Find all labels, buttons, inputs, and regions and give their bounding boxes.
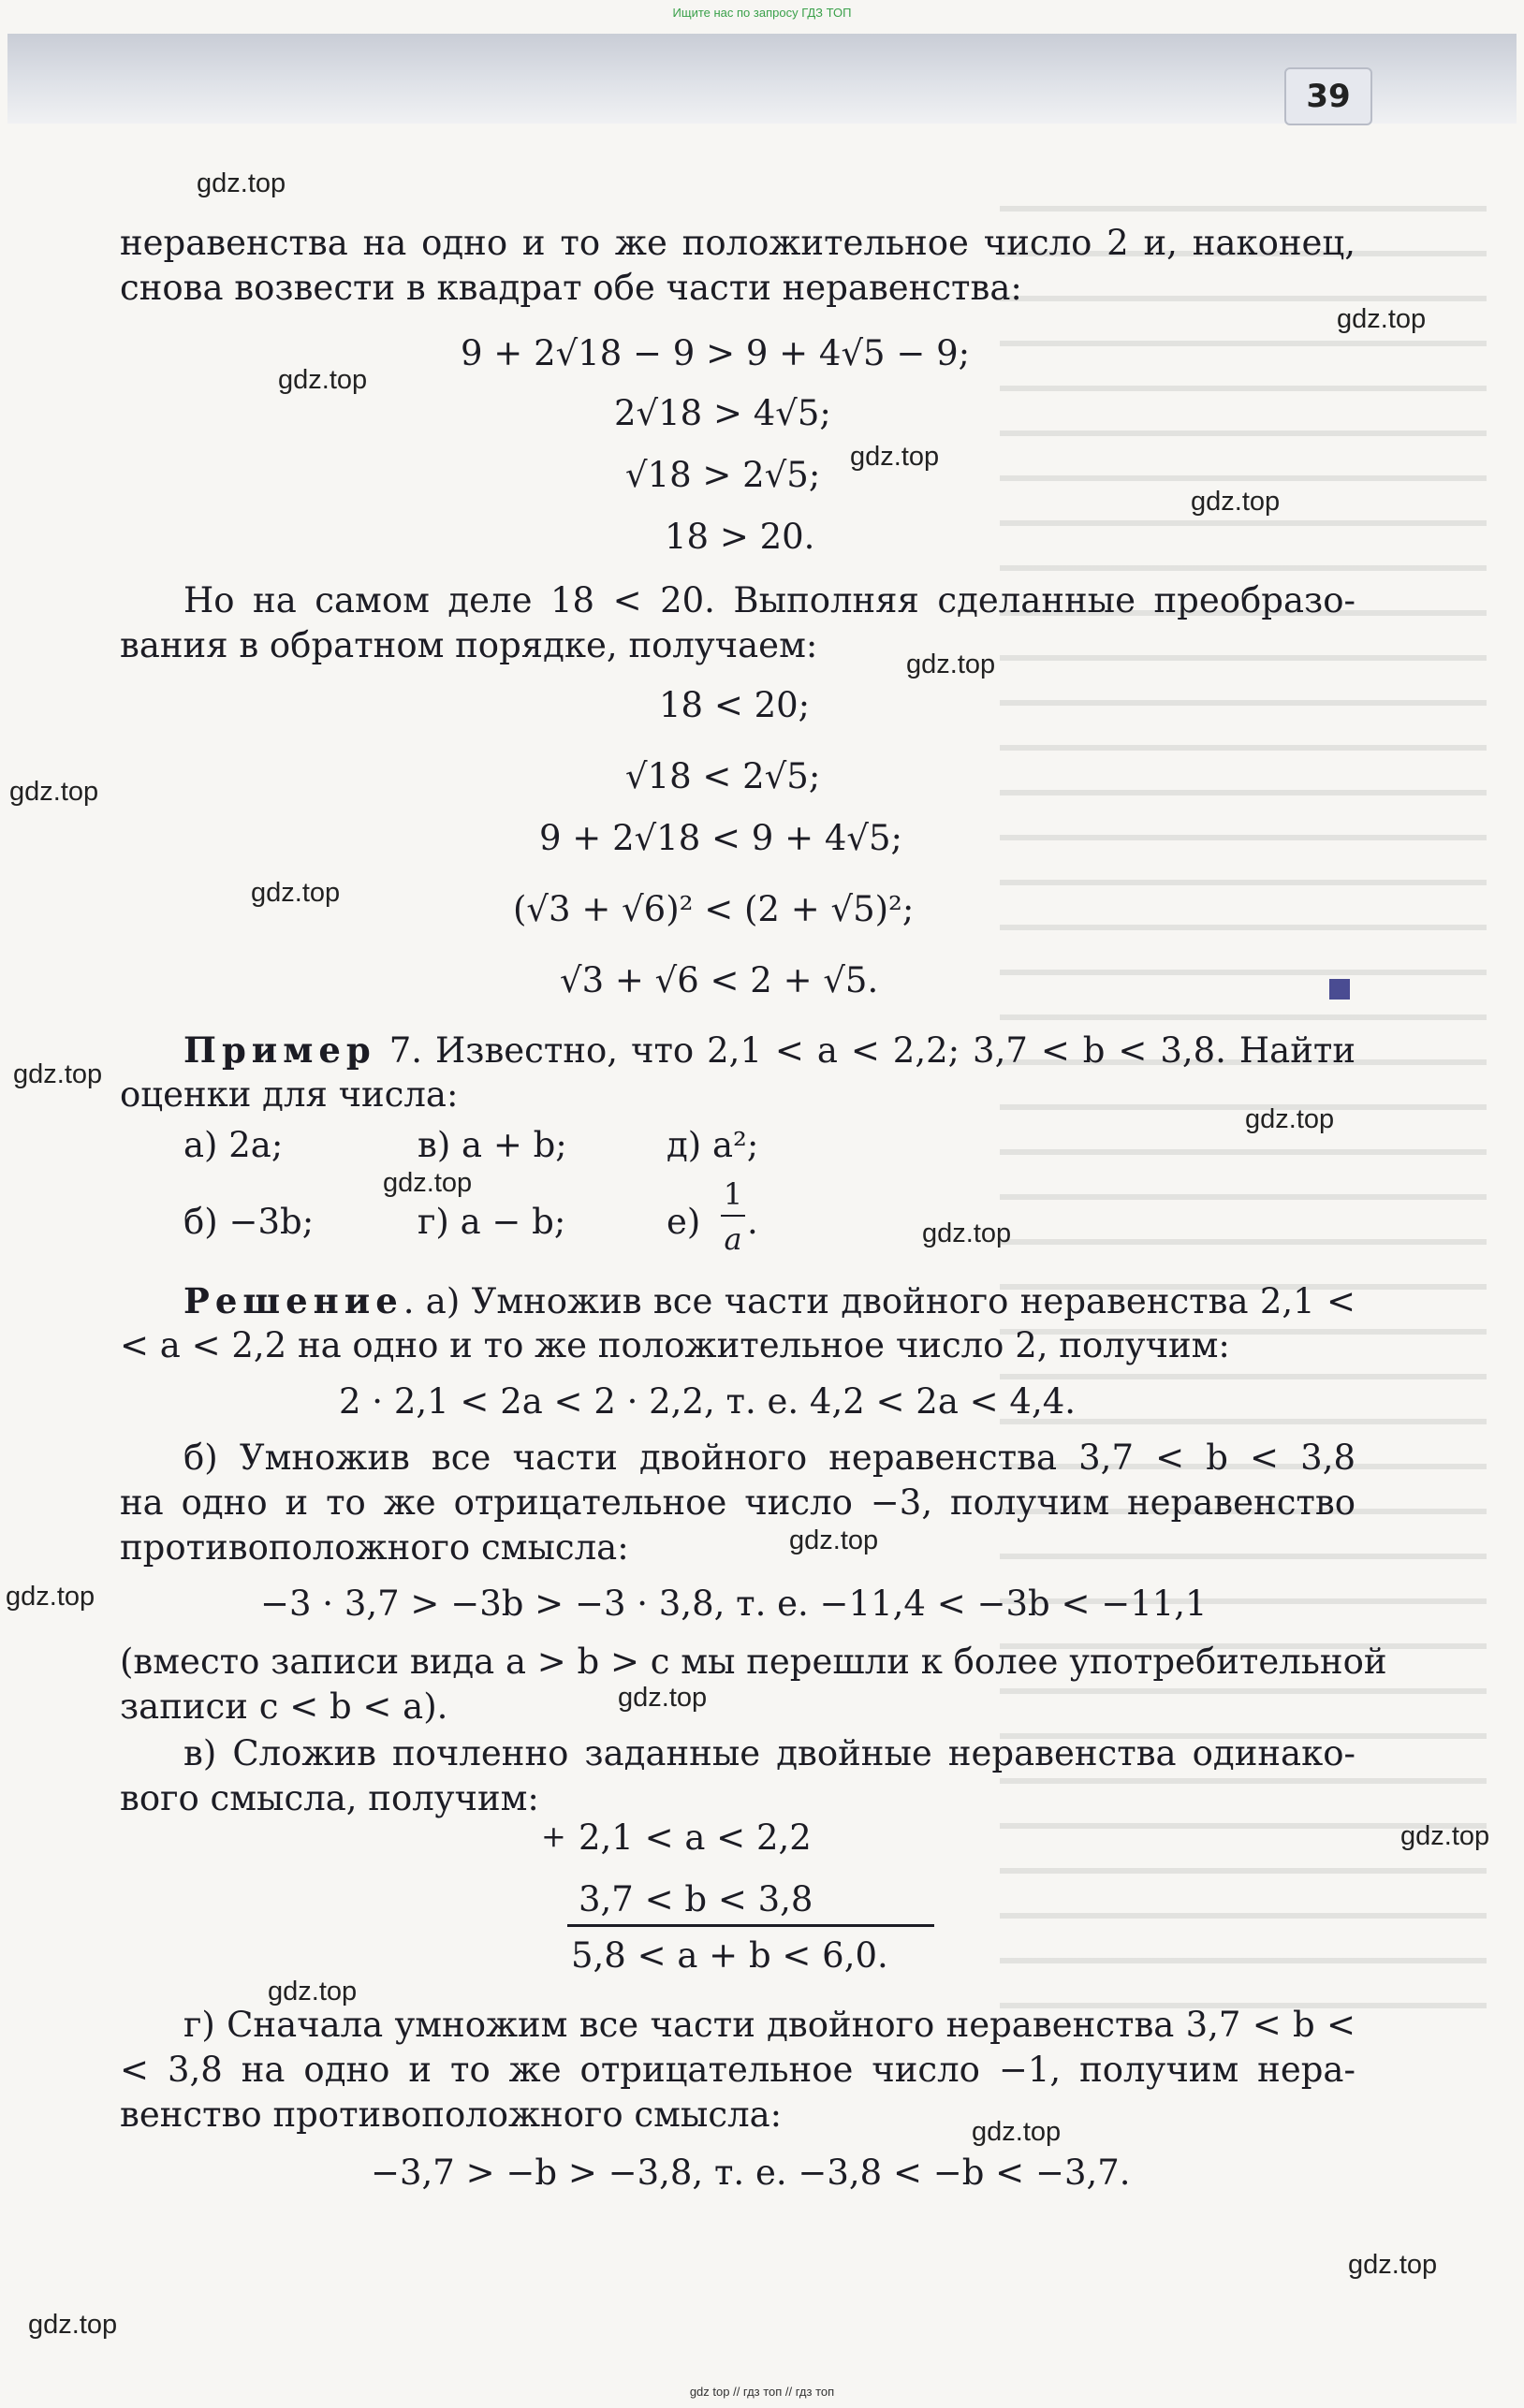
equation: 2 · 2,1 < 2a < 2 · 2,2, т. е. 4,2 < 2a < 4,4. (339, 1381, 1077, 1422)
watermark: gdz.top (268, 1977, 358, 2007)
option-g: г) a − b; (418, 1202, 566, 1242)
equation: −3,7 > −b > −3,8, т. е. −3,8 < −b < −3,7. (371, 2153, 1131, 2193)
watermark: gdz.top (1348, 2250, 1438, 2280)
equation: 9 + 2√18 − 9 > 9 + 4√5 − 9; (461, 333, 971, 373)
top-search-note: Ищите нас по запросу ГДЗ ТОП (672, 6, 852, 20)
text-line: Но на самом деле 18 < 20. Выполняя сделанные преобразо- (183, 580, 1355, 620)
equation: 18 > 20. (665, 517, 815, 557)
sum-row-1: 2,1 < a < 2,2 (579, 1817, 812, 1858)
equation: (√3 + √6)² < (2 + √5)²; (513, 889, 915, 929)
text-line: снова возвести в квадрат обе части неравенства: (120, 268, 1022, 308)
equation: 2√18 > 4√5; (614, 393, 831, 433)
watermark: gdz.top (278, 365, 368, 395)
page-number: 39 (1284, 67, 1372, 125)
text-line: вого смысла, получим: (120, 1778, 539, 1818)
watermark: gdz.top (850, 442, 940, 472)
watermark: gdz.top (383, 1168, 473, 1198)
option-e (667, 1200, 700, 1245)
watermark: gdz.top (251, 878, 341, 908)
text-line: б) Умножив все части двойного неравенства 3,7 < b < 3,8 (183, 1438, 1355, 1478)
watermark: gdz.top (1245, 1104, 1335, 1134)
watermark: gdz.top (972, 2117, 1062, 2147)
solution-heading (183, 1278, 1355, 1324)
plus-sign: + (541, 1818, 566, 1854)
text-line: в) Сложив почленно заданные двойные неравенства одинако- (183, 1733, 1355, 1773)
watermark: gdz.top (618, 1683, 708, 1713)
equation: √3 + √6 < 2 + √5. (560, 960, 879, 1000)
watermark: gdz.top (1400, 1821, 1490, 1851)
text-line: г) Сначала умножим все части двойного неравенства 3,7 < b < (183, 2005, 1355, 2045)
text-line: противоположного смысла: (120, 1527, 629, 1568)
text-line: оценки для числа: (120, 1074, 459, 1115)
equation: √18 > 2√5; (625, 455, 821, 495)
text-line: на одно и то же отрицательное число −3, получим неравенство (120, 1482, 1355, 1523)
option-a: а) 2a; (183, 1125, 284, 1165)
text-line: вания в обратном порядке, получаем: (120, 625, 818, 665)
text-line: < 3,8 на одно и то же отрицательное число −1, получим нера- (120, 2050, 1355, 2090)
bottom-note: gdz top // гдз топ // гдз топ (689, 2385, 835, 2399)
watermark: gdz.top (922, 1219, 1012, 1248)
end-of-example-marker (1329, 979, 1350, 1000)
text-line: венство противоположного смысла: (120, 2094, 783, 2135)
watermark: gdz.top (789, 1525, 879, 1555)
sum-rule (567, 1924, 934, 1927)
equation: −3 · 3,7 > −3b > −3 · 3,8, т. е. −11,4 < −3b < −11,1 (260, 1583, 1208, 1624)
example-heading (183, 1028, 1355, 1073)
equation: 9 + 2√18 < 9 + 4√5; (539, 818, 902, 858)
watermark: gdz.top (1191, 487, 1281, 517)
text-line: < a < 2,2 на одно и то же положительное число 2, получим: (120, 1325, 1230, 1365)
equation: 18 < 20; (659, 685, 811, 725)
text-line: записи c < b < a). (120, 1686, 448, 1727)
option-e-label: е) (667, 1202, 701, 1242)
sum-row-2: 3,7 < b < 3,8 (579, 1879, 813, 1919)
watermark: gdz.top (906, 649, 996, 679)
option-d: д) a²; (667, 1125, 759, 1165)
watermark: gdz.top (9, 777, 99, 807)
text-line: неравенства на одно и то же положительное число 2 и, наконец, (120, 223, 1355, 263)
solution-label: Решение (183, 1280, 403, 1321)
option-v: в) a + b; (418, 1125, 567, 1165)
option-e-dot: . (747, 1202, 758, 1242)
example-condition: 7. Известно, что 2,1 < a < 2,2; 3,7 < b < 3,8. Найти (375, 1030, 1355, 1071)
watermark: gdz.top (6, 1582, 95, 1612)
fraction-denominator: a (724, 1221, 742, 1257)
watermark: gdz.top (28, 2310, 118, 2340)
equation: √18 < 2√5; (625, 756, 821, 796)
text-line: (вместо записи вида a > b > c мы перешли к более употребительной (120, 1642, 1387, 1682)
option-b: б) −3b; (183, 1202, 315, 1242)
example-label: Пример (183, 1029, 376, 1071)
sum-result: 5,8 < a + b < 6,0. (571, 1935, 888, 1976)
watermark: gdz.top (1337, 304, 1427, 334)
fraction-numerator: 1 (723, 1176, 743, 1212)
solution-part-a: . а) Умножив все части двойного неравенства 2,1 < (403, 1281, 1355, 1321)
watermark: gdz.top (13, 1059, 103, 1089)
watermark: gdz.top (197, 168, 286, 198)
